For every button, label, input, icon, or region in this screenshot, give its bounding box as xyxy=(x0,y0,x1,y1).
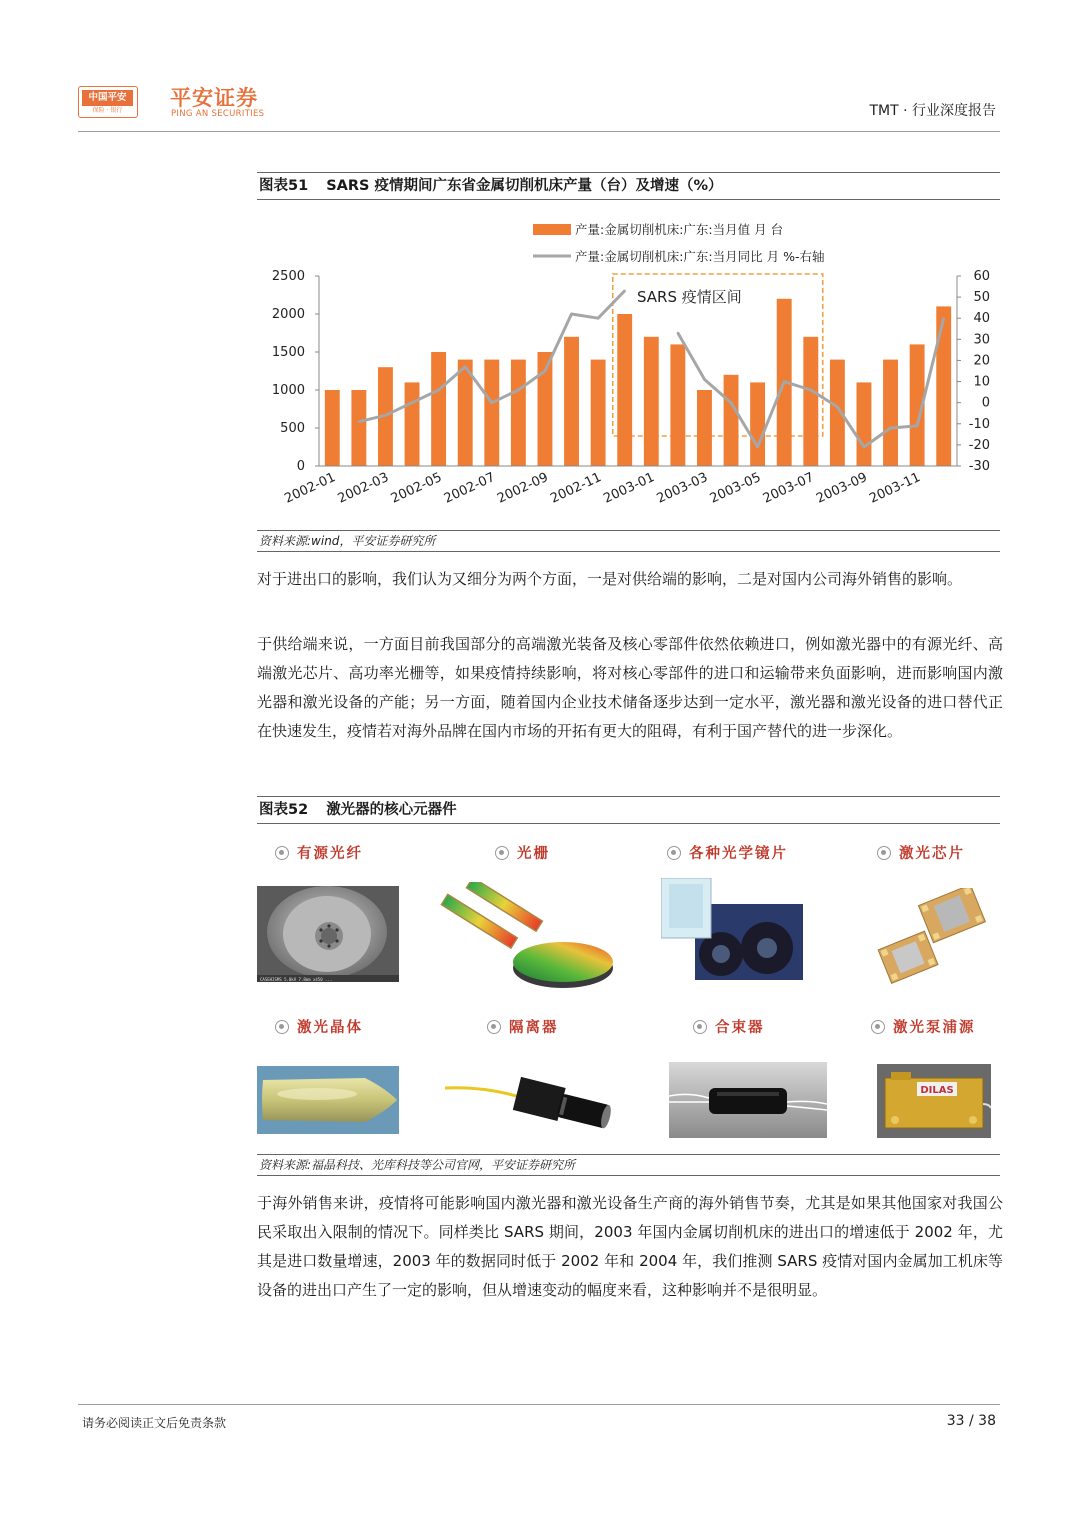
bar-2002-05 xyxy=(431,352,446,466)
ping-an-logo-badge xyxy=(78,86,138,118)
figure-51-caption: SARS 疫情期间广东省金属切削机床产量（台）及增速（%） xyxy=(326,178,723,194)
right-tick-label: 10 xyxy=(973,374,990,390)
line-point-2003-05 xyxy=(756,446,758,448)
bar-2003-07 xyxy=(803,337,818,466)
component-label-grating: 光栅 xyxy=(495,842,550,863)
x-tick-label: 2002-07 xyxy=(441,470,498,507)
page-footer xyxy=(78,1404,1000,1434)
optical-lens-image xyxy=(661,878,803,980)
right-tick-label: 20 xyxy=(973,353,990,369)
x-tick-label: 2003-11 xyxy=(867,470,923,507)
line-point-2003-02 xyxy=(677,332,679,334)
bar-2002-08 xyxy=(511,360,526,466)
right-tick-label: -10 xyxy=(968,416,990,432)
line-point-2002-03 xyxy=(384,414,386,416)
component-label-laser-crystal: 激光晶体 xyxy=(275,1016,363,1037)
line-point-2003-12 xyxy=(943,317,945,319)
laser-chip-image xyxy=(871,888,997,984)
right-tick-label: 30 xyxy=(973,332,990,348)
bullet-icon xyxy=(871,1020,885,1034)
combiner-image xyxy=(669,1062,827,1138)
figure-52-caption: 激光器的核心元器件 xyxy=(326,802,457,818)
bar-2003-04 xyxy=(724,375,739,466)
component-label-pump-source: 激光泵浦源 xyxy=(871,1016,976,1037)
line-point-2002-10 xyxy=(570,313,572,315)
right-tick-label: 60 xyxy=(973,269,990,284)
line-point-2003-11 xyxy=(916,425,918,427)
line-point-2002-02 xyxy=(358,420,360,422)
bullet-icon xyxy=(693,1020,707,1034)
x-tick-label: 2003-05 xyxy=(707,470,764,507)
bar-2003-01 xyxy=(644,337,659,466)
right-tick-label: 50 xyxy=(973,290,990,306)
line-point-2003-09 xyxy=(863,446,865,448)
bar-2003-12 xyxy=(936,306,951,466)
laser-components-grid xyxy=(257,826,1000,1156)
bar-2003-03 xyxy=(697,390,712,466)
footer-disclaimer: 请务必阅读正文后免责条款 xyxy=(82,1416,227,1430)
bar-2003-05 xyxy=(750,382,765,466)
bullet-icon xyxy=(877,846,891,860)
legend-bar-swatch xyxy=(533,224,571,235)
bar-2002-01 xyxy=(325,390,340,466)
x-tick-label: 2002-01 xyxy=(282,470,338,507)
component-label-optical-lens: 各种光学镜片 xyxy=(667,842,788,863)
bar-2003-09 xyxy=(857,382,872,466)
figure-52-number: 图表52 xyxy=(259,802,309,818)
bar-2002-07 xyxy=(484,360,499,466)
x-tick-label: 2003-01 xyxy=(601,470,657,507)
isolator-image xyxy=(445,1058,613,1138)
component-label-isolator: 隔离器 xyxy=(487,1016,559,1037)
bar-2002-12 xyxy=(617,314,632,466)
bullet-icon xyxy=(487,1020,501,1034)
x-tick-label: 2003-09 xyxy=(814,470,870,507)
bar-2002-10 xyxy=(564,337,579,466)
line-point-2002-06 xyxy=(464,366,466,368)
figure-51-chart xyxy=(257,208,1000,530)
figure-52-source: 资料来源:福晶科技、光库科技等公司官网，平安证券研究所 xyxy=(257,1154,1000,1176)
chart-svg xyxy=(257,208,1000,530)
chart-annotation: SARS 疫情区间 xyxy=(637,288,742,306)
grating-image xyxy=(433,882,619,990)
figure-51-source: 资料来源:wind，平安证券研究所 xyxy=(257,530,1000,552)
right-tick-label: 0 xyxy=(981,395,990,411)
x-tick-label: 2003-07 xyxy=(760,470,817,507)
left-tick-label: 2000 xyxy=(271,307,305,322)
pump-brand-label: DILAS xyxy=(920,1085,954,1096)
line-point-2003-06 xyxy=(783,380,785,382)
logo-chinese-name: 平安证券 xyxy=(170,86,258,110)
fiber-image-caption: CASEHISMS 5.0kV 7.8mm x450 ... xyxy=(260,977,333,982)
report-type: TMT · 行业深度报告 xyxy=(869,103,996,119)
left-tick-label: 1500 xyxy=(271,345,305,360)
bar-2002-11 xyxy=(591,360,606,466)
line-point-2002-12 xyxy=(624,290,626,292)
line-point-2002-05 xyxy=(437,389,439,391)
line-point-2002-09 xyxy=(544,370,546,372)
bullet-icon xyxy=(275,1020,289,1034)
bullet-icon xyxy=(667,846,681,860)
legend-bar-label: 产量:金属切削机床:广东:当月值 月 台 xyxy=(575,222,784,237)
left-tick-label: 1000 xyxy=(271,383,305,398)
left-tick-label: 0 xyxy=(296,459,305,474)
bar-2003-02 xyxy=(670,344,685,466)
line-point-2003-04 xyxy=(730,401,732,403)
right-tick-label: 40 xyxy=(973,311,990,327)
logo-english-name: PING AN SECURITIES xyxy=(171,109,265,119)
x-tick-label: 2002-09 xyxy=(495,470,551,507)
bullet-icon xyxy=(495,846,509,860)
paragraph-supply-side: 于供给端来说，一方面目前我国部分的高端激光装备及核心零部件依然依赖进口，例如激光器中的有源光纤、高端激光芯片、高功率光栅等，如果疫情持续影响，将对核心零部件的进口和运输带来负面影响，进而影响国内激光器和激光设备的产能；另一方面，随着国内企业技术储备逐步达到一定水平，激光器和激光设备的进口替代正在快速发生，疫情若对海外品牌在国内市场的开拓有更大的阻碍，有利于国产替代的进一步深化。 xyxy=(257,635,1003,740)
right-tick-label: -20 xyxy=(968,437,990,453)
component-label-laser-chip: 激光芯片 xyxy=(877,842,965,863)
page-number: 33 / 38 xyxy=(946,1413,996,1429)
line-point-2002-04 xyxy=(411,401,413,403)
paragraph-import-export: 对于进出口的影响，我们认为又细分为两个方面，一是对供给端的影响，二是对国内公司海外销售的影响。 xyxy=(257,570,963,588)
left-tick-label: 2500 xyxy=(271,269,305,284)
paragraph-overseas-sales: 于海外销售来讲，疫情将可能影响国内激光器和激光设备生产商的海外销售节奏，尤其是如果其他国家对我国公民采取出入限制的情况下。同样类比 SARS 期间，2003 年国内金属切削机床的进出口的增速低于 2002 年，尤其是进口数量增速，2003 年的数据同时低于 2002 年和 2004 年，我们推测 SARS 疫情对国内金属加工机床等设备的进出口产生了一定的影响，但从增速变动的幅度来看，这种影响并不是很明显。 xyxy=(257,1194,1003,1299)
left-tick-label: 500 xyxy=(280,421,305,436)
x-tick-label: 2002-05 xyxy=(388,470,445,507)
bar-2003-10 xyxy=(883,360,898,466)
line-point-2003-03 xyxy=(703,378,705,380)
x-tick-label: 2002-11 xyxy=(548,470,604,507)
line-point-2002-08 xyxy=(517,389,519,391)
right-tick-label: -30 xyxy=(968,459,990,474)
page-header xyxy=(78,80,1000,132)
logo-badge-text: 中国平安 xyxy=(82,90,133,106)
bullet-icon xyxy=(275,846,289,860)
line-point-2002-07 xyxy=(491,401,493,403)
laser-crystal-image xyxy=(257,1066,399,1134)
component-label-active-fiber: 有源光纤 xyxy=(275,842,363,863)
line-point-2003-07 xyxy=(810,389,812,391)
x-tick-label: 2003-03 xyxy=(654,470,711,507)
figure-51-title xyxy=(257,172,1000,200)
pump-source-image xyxy=(877,1064,991,1138)
logo-badge-subtext: 保险 · 银行 xyxy=(92,107,123,114)
line-point-2003-08 xyxy=(836,406,838,408)
x-tick-label: 2002-03 xyxy=(335,470,392,507)
component-label-combiner: 合束器 xyxy=(693,1016,765,1037)
active-fiber-image xyxy=(257,886,399,982)
legend-line-label: 产量:金属切削机床:广东:当月同比 月 %-右轴 xyxy=(575,249,825,264)
line-point-2002-11 xyxy=(597,317,599,319)
line-point-2003-10 xyxy=(889,427,891,429)
bar-2002-02 xyxy=(351,390,366,466)
bar-2002-04 xyxy=(405,382,420,466)
figure-51-number: 图表51 xyxy=(259,178,309,194)
figure-52-title xyxy=(257,796,1000,824)
